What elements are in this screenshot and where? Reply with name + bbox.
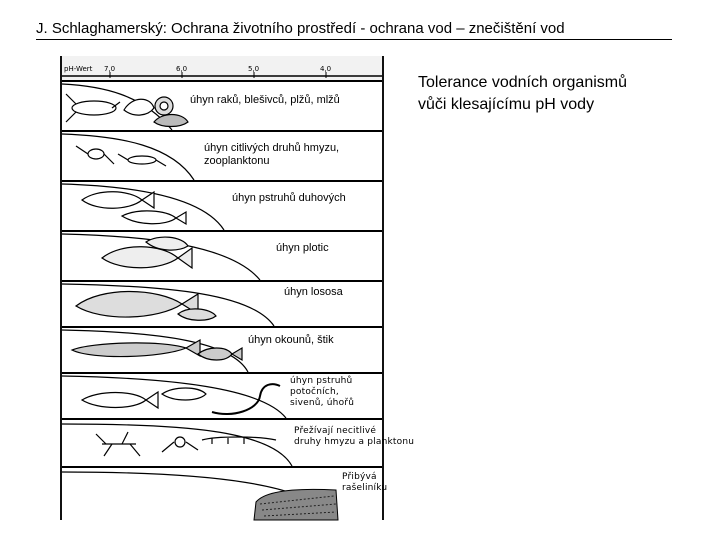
- insect-icon: [162, 437, 276, 452]
- band-caption: [284, 286, 343, 299]
- salmon-icon: [76, 292, 216, 321]
- band-caption-line: druhy hmyzu a planktonu: [294, 437, 415, 447]
- side-title: [418, 72, 718, 116]
- band-caption-line: rašeliníku: [342, 483, 388, 493]
- band-caption: [290, 376, 354, 409]
- band-caption: [342, 472, 387, 494]
- band-caption-line: úhyn lososa: [284, 286, 343, 298]
- band-caption: [204, 142, 339, 168]
- band-crayfish: [62, 80, 382, 132]
- zooplankton-icon: [118, 154, 166, 166]
- crayfish-icon: [66, 94, 120, 122]
- band-caption-line: zooplanktonu: [204, 155, 270, 167]
- band-caption-line: úhyn pstruhů duhových: [232, 192, 346, 204]
- band-brook-trout: [62, 372, 382, 420]
- ph-axis-label: pH-Wert: [64, 65, 93, 73]
- band-roach: [62, 230, 382, 282]
- band-tolerant-insects: [62, 418, 415, 468]
- slide-header: [36, 20, 672, 40]
- side-title-line-2: vůči klesajícímu pH vody: [418, 96, 595, 113]
- brook-trout-icon: [82, 388, 206, 408]
- roach-fish-icon: [102, 237, 192, 268]
- band-caption: [232, 192, 346, 205]
- pike-icon: [72, 340, 200, 357]
- band-caption: [248, 334, 334, 347]
- band-caption-line: úhyn citlivých druhů hmyzu,: [204, 142, 340, 154]
- trout-icon: [82, 192, 186, 224]
- sphagnum-moss-icon: [254, 489, 338, 520]
- ph-axis: [62, 56, 382, 80]
- ph-tick-label: 5,0: [248, 65, 260, 73]
- band-caption-line: úhyn pstruhů: [290, 376, 353, 386]
- band-caption: [294, 426, 414, 448]
- band-perch-pike: [62, 326, 382, 374]
- ph-tolerance-figure: [60, 56, 415, 520]
- band-caption-line: úhyn plotic: [276, 242, 329, 254]
- band-caption-line: sivenů, úhořů: [290, 398, 355, 408]
- band-salmon: [62, 280, 382, 328]
- band-caption-line: Přibývá: [342, 472, 377, 482]
- band-caption-line: Přežívají necitlivé: [294, 426, 377, 436]
- header-title: J. Schlaghamerský: Ochrana životního prostředí - ochrana vod – znečištění vod: [36, 20, 565, 37]
- snail-icon: [155, 97, 173, 115]
- side-title-line-1: Tolerance vodních organismů: [418, 74, 628, 91]
- band-insects: [62, 130, 382, 182]
- band-caption-line: úhyn raků, blešivců, plžů, mlžů: [190, 94, 340, 106]
- band-caption: [190, 94, 340, 107]
- ph-tick-label: 6,0: [176, 65, 188, 73]
- band-rainbow-trout: [62, 180, 382, 232]
- mayfly-larva-icon: [76, 146, 114, 164]
- figure-right-border: [382, 56, 384, 520]
- band-sphagnum: [62, 466, 388, 522]
- band-caption-line: potočních,: [290, 387, 339, 397]
- eel-icon: [212, 384, 280, 414]
- ph-tick-label: 7,0: [104, 65, 116, 73]
- shrimp-icon: [124, 99, 154, 115]
- band-caption: [276, 242, 329, 255]
- ph-tick-label: 4,0: [320, 65, 332, 73]
- midge-larva-icon: [96, 432, 140, 456]
- band-caption-line: úhyn okounů, štik: [248, 334, 334, 346]
